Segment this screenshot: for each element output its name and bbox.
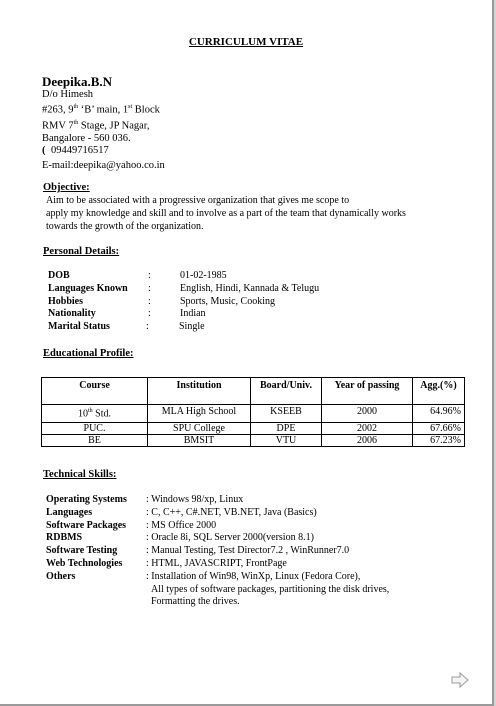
skills-list	[46, 494, 466, 609]
phone-number: 09449716517	[51, 145, 109, 157]
skill-row	[46, 558, 466, 571]
personal-label: Hobbies	[48, 296, 84, 307]
skill-row	[46, 545, 466, 558]
personal-value: 01-02-1985	[180, 270, 227, 281]
table-cell: KSEEB	[251, 405, 322, 423]
table-cell: 64.96%	[413, 405, 465, 423]
separator: :	[148, 283, 151, 294]
column-header: Institution	[148, 378, 251, 405]
table-header-row	[42, 378, 465, 405]
skill-label: Web Technologies	[46, 557, 123, 569]
column-header: Board/Univ.	[251, 378, 322, 405]
personal-label: Marital Status	[48, 321, 110, 332]
objective-line: towards the growth of the organization.	[46, 220, 204, 232]
skill-label: Software Packages	[46, 519, 127, 531]
address-block	[42, 89, 165, 173]
personal-value: Indian	[180, 308, 206, 319]
column-header: Year of passing	[322, 378, 413, 405]
document-title: CURRICULUM VITAE	[188, 36, 304, 48]
table-cell: 2006	[322, 435, 413, 447]
table-cell: BMSIT	[148, 435, 251, 447]
personal-label: Nationality	[48, 308, 96, 319]
skill-label: Software Testing	[46, 545, 118, 557]
skill-label: Others	[46, 570, 76, 582]
separator: :	[148, 270, 151, 281]
skill-row	[46, 507, 466, 520]
objective-line: apply my knowledge and skill and to involve as a part of the team that dynamically works	[46, 207, 406, 219]
table-cell: BE	[42, 435, 148, 447]
table-cell: VTU	[251, 435, 322, 447]
phone-icon: (	[42, 145, 46, 157]
skill-label: RDBMS	[46, 532, 83, 544]
skill-continuation: Formatting the drives.	[151, 596, 240, 608]
table-cell: 67.66%	[413, 423, 465, 435]
skill-value: : Manual Testing, Test Director7.2 , WinRunner7.0	[146, 545, 350, 557]
table-cell: DPE	[251, 423, 322, 435]
address-line: #263, 9th ‘B’ main, 1st Block	[42, 104, 160, 116]
personal-label: Languages Known	[48, 283, 128, 294]
skill-value: : HTML, JAVASCRIPT, FrontPage	[146, 557, 287, 569]
table-cell: 2000	[322, 405, 413, 423]
skill-value: : Windows 98/xp, Linux	[146, 494, 244, 505]
education-table	[41, 377, 465, 447]
table-cell: SPU College	[148, 423, 251, 435]
column-header: Course	[42, 378, 148, 405]
skill-row	[46, 532, 466, 545]
table-row	[42, 423, 465, 435]
table-row	[42, 435, 465, 447]
table-cell: 10th Std.	[42, 405, 148, 423]
candidate-name: Deepika.B.N	[42, 74, 113, 89]
address-line: RMV 7th Stage, JP Nagar,	[42, 120, 150, 132]
skill-value: : MS Office 2000	[146, 519, 217, 531]
table-cell: 67.23%	[413, 435, 465, 447]
table-cell: 2002	[322, 423, 413, 435]
phone-line	[42, 145, 165, 157]
address-line: Bangalore - 560 036.	[42, 132, 131, 144]
skill-label: Languages	[46, 506, 93, 518]
separator: :	[148, 296, 151, 307]
objective-line: Aim to be associated with a progressive organization that gives me scope to	[46, 195, 350, 206]
table-row	[42, 405, 465, 423]
personal-label: DOB	[48, 270, 70, 281]
personal-value: Sports, Music, Cooking	[180, 296, 276, 307]
skill-row	[46, 520, 466, 533]
skill-value: : Installation of Win98, WinXp, Linux (Fedora Core),	[146, 570, 361, 582]
skill-value: : Oracle 8i, SQL Server 2000(version 8.1)	[146, 532, 314, 544]
email-line: E-mail:deepika@yahoo.co.in	[42, 160, 165, 172]
address-line: D/o Himesh	[42, 89, 94, 100]
personal-details-heading: Personal Details:	[43, 246, 120, 257]
objective-text	[46, 195, 406, 233]
separator: :	[148, 308, 151, 319]
technical-skills-heading: Technical Skills:	[43, 469, 117, 480]
column-header: Agg.(%)	[413, 378, 465, 405]
skill-row	[46, 494, 466, 507]
personal-value: English, Hindi, Kannada & Telugu	[180, 283, 320, 294]
table-cell: PUC.	[42, 423, 148, 435]
education-heading: Educational Profile:	[43, 348, 134, 359]
skill-row	[46, 571, 466, 584]
skill-value: : C, C++, C#.NET, VB.NET, Java (Basics)	[146, 506, 317, 518]
separator: :	[146, 321, 149, 332]
skill-continuation: All types of software packages, partitioning the disk drives,	[151, 583, 390, 595]
next-page-arrow-icon[interactable]	[451, 672, 469, 688]
skill-label: Operating Systems	[46, 494, 127, 505]
table-cell: MLA High School	[148, 405, 251, 423]
personal-value: Single	[179, 321, 205, 332]
objective-heading: Objective:	[43, 182, 90, 193]
